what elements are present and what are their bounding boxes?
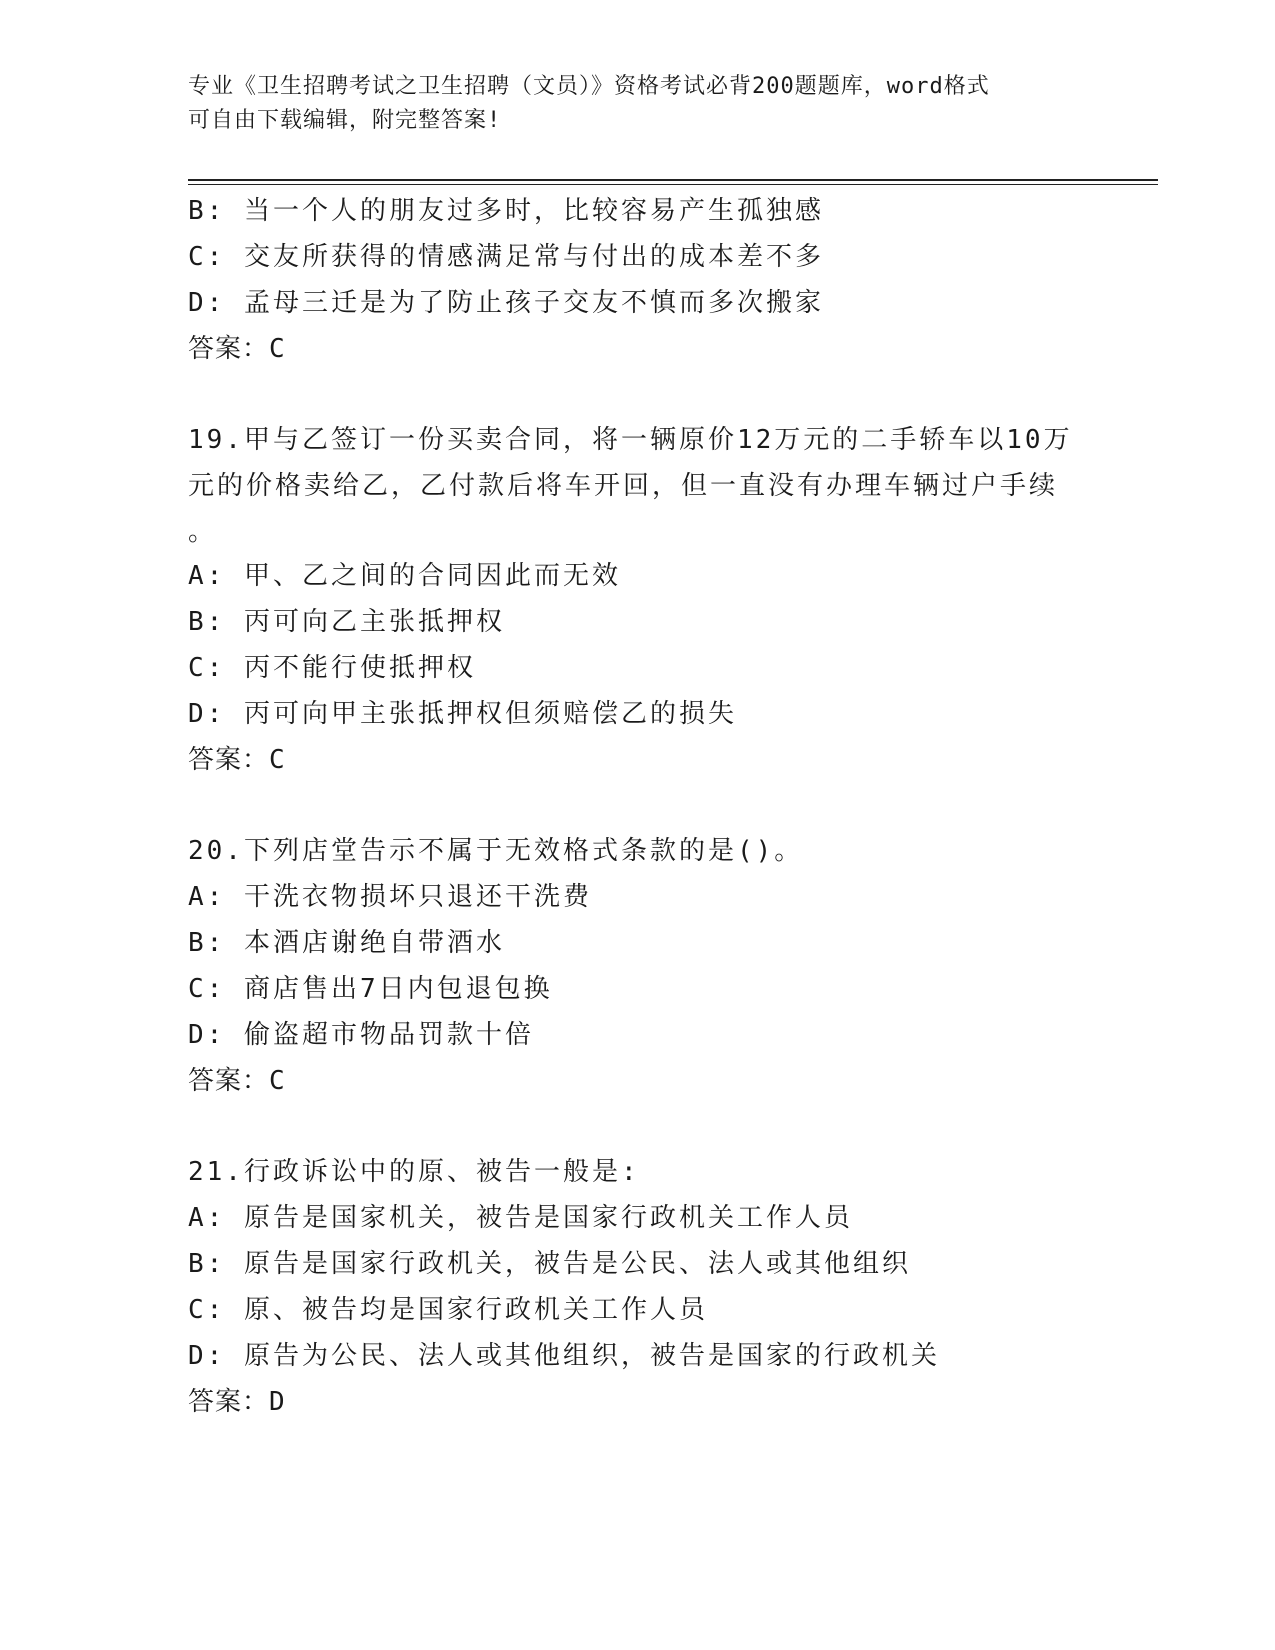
option-d: D: 偷盗超市物品罚款十倍 (188, 1020, 534, 1050)
question-stem: 21.行政诉讼中的原、被告一般是: (188, 1157, 640, 1187)
option-b: B: 当一个人的朋友过多时，比较容易产生孤独感 (188, 196, 824, 226)
option-a: A: 甲、乙之间的合同因此而无效 (188, 561, 621, 591)
header-line-2: 可自由下载编辑，附完整答案! (188, 108, 502, 133)
option-c: C: 原、被告均是国家行政机关工作人员 (188, 1295, 708, 1325)
answer-line: 答案：C (188, 334, 286, 364)
option-c: C: 丙不能行使抵押权 (188, 653, 476, 683)
answer-line: 答案：C (188, 1066, 286, 1096)
option-c: C: 交友所获得的情感满足常与付出的成本差不多 (188, 242, 824, 272)
option-b: B: 原告是国家行政机关，被告是公民、法人或其他组织 (188, 1249, 911, 1279)
question-stem-end: 。 (188, 517, 215, 547)
option-d: D: 丙可向甲主张抵押权但须赔偿乙的损失 (188, 699, 737, 729)
option-b: B: 丙可向乙主张抵押权 (188, 607, 505, 637)
answer-line: 答案：C (188, 745, 286, 775)
question-18-tail (188, 188, 1088, 372)
document-header (188, 70, 1088, 138)
document-body (188, 188, 1088, 1425)
option-c: C: 商店售出7日内包退包换 (188, 974, 553, 1004)
question-stem-continued: 元的价格卖给乙，乙付款后将车开回，但一直没有办理车辆过户手续 (188, 471, 1059, 501)
question-20 (188, 828, 1088, 1104)
header-rule-thick (188, 179, 1158, 181)
answer-line: 答案：D (188, 1387, 286, 1417)
question-21 (188, 1149, 1088, 1425)
question-stem: 20.下列店堂告示不属于无效格式条款的是()。 (188, 836, 804, 866)
option-a: A: 干洗衣物损坏只退还干洗费 (188, 882, 592, 912)
header-rule-thin (188, 184, 1158, 185)
option-d: D: 原告为公民、法人或其他组织，被告是国家的行政机关 (188, 1341, 940, 1371)
question-19 (188, 417, 1088, 783)
question-stem: 19.甲与乙签订一份买卖合同，将一辆原价12万元的二手轿车以10万 (188, 425, 1073, 455)
header-line-1: 专业《卫生招聘考试之卫生招聘（文员）》资格考试必背200题题库，word格式 (188, 74, 990, 99)
option-a: A: 原告是国家机关，被告是国家行政机关工作人员 (188, 1203, 853, 1233)
option-d: D: 孟母三迁是为了防止孩子交友不慎而多次搬家 (188, 288, 824, 318)
option-b: B: 本酒店谢绝自带酒水 (188, 928, 505, 958)
